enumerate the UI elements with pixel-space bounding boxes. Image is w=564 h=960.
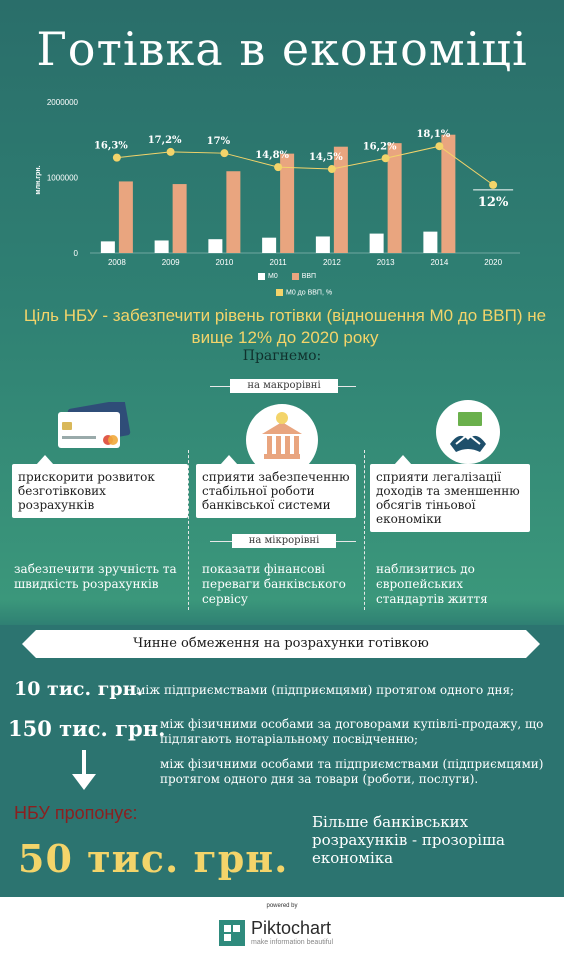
micro-item-standards: наблизитись до європейських стандартів життя [376, 562, 488, 606]
y-tick-label: 1000000 [46, 173, 78, 183]
bar-gdp [226, 171, 240, 253]
powered-by: powered by [266, 903, 298, 909]
x-tick-label: 2012 [322, 258, 341, 267]
legend-ratio: M0 до ВВП, % [276, 289, 332, 296]
ratio-point [489, 181, 497, 189]
ratio-point [167, 148, 175, 156]
piktochart-logo-icon [219, 920, 245, 946]
column-divider-left [188, 450, 189, 610]
chart-legend [258, 273, 316, 280]
x-tick-label: 2020 [484, 258, 503, 267]
ratio-label: 12% [477, 194, 509, 210]
column-divider-right [364, 450, 365, 610]
ratio-label: 16,3% [93, 140, 128, 152]
y-axis-label: млн.грн. [35, 165, 42, 195]
down-arrow-icon [72, 750, 96, 790]
limit-desc-150k-a: між фізичними особами за договорами купівлі-продажу, що підлягають нотаріальному посвідченню; [160, 717, 544, 746]
micro-label: на мікрорівні [232, 534, 336, 548]
bar-gdp [388, 143, 402, 253]
ratio-label: 14,5% [308, 152, 343, 164]
cash-chart [0, 90, 564, 300]
bar-m0 [370, 234, 384, 253]
macro-item-legalization: сприяти легалізації доходів та зменшенню обсягів тіньової економіки [370, 464, 530, 532]
macro-item-cashless: прискорити розвиток безготівкових розрахунків [12, 464, 188, 518]
limits-banner: Чинне обмеження на розрахунки готівкою [36, 630, 526, 658]
x-tick-label: 2011 [269, 258, 287, 267]
limit-desc-150k-b: між фізичними особами та підприємствами (підприємцями) протягом одного дня за товари (роботи, послуги). [160, 757, 544, 786]
bar-m0 [423, 232, 437, 253]
macro-label: на макрорівні [230, 379, 338, 393]
bar-gdp [119, 181, 133, 253]
x-tick-label: 2013 [376, 258, 395, 267]
limit-amount-150k: 150 тис. грн. [8, 716, 166, 741]
ratio-label: 17% [206, 136, 231, 148]
limit-amount-10k: 10 тис. грн. [14, 678, 144, 700]
x-tick-label: 2010 [215, 258, 234, 267]
y-tick-label: 0 [73, 249, 78, 258]
legend-m0: M0 [258, 273, 278, 280]
ratio-point [328, 165, 336, 173]
bar-m0 [155, 240, 169, 253]
ratio-point [382, 154, 390, 162]
bar-m0 [262, 238, 276, 253]
page-title: Готівка в економіці [36, 22, 528, 76]
micro-item-benefits: показати фінансові переваги банківського сервісу [202, 562, 346, 606]
x-tick-label: 2014 [430, 258, 449, 267]
strive-heading: Прагнемо: [242, 348, 322, 364]
bar-gdp [280, 154, 294, 253]
x-tick-label: 2008 [107, 258, 126, 267]
piktochart-tagline: make information beautiful [251, 939, 334, 946]
legend-gdp: ВВП [292, 273, 316, 280]
nbu-goal: Ціль НБУ - забезпечити рівень готівки (відношення М0 до ВВП) не вище 12% до 2020 року [23, 306, 547, 347]
bar-m0 [101, 241, 115, 253]
ratio-label: 17,2% [147, 134, 182, 146]
macro-item-banking: сприяти забезпеченню стабільної роботи банківської системи [196, 464, 356, 518]
ratio-label: 14,8% [255, 150, 290, 162]
y-tick-label: 2000000 [46, 98, 78, 107]
bar-m0 [316, 236, 330, 253]
ratio-point [274, 163, 282, 171]
ratio-point [435, 142, 443, 150]
bank-cards-icon [54, 402, 140, 450]
ratio-label: 18,1% [416, 129, 451, 141]
ratio-point [220, 149, 228, 157]
bar-gdp [173, 184, 187, 253]
micro-item-convenience: забезпечити зручність та швидкість розрахунків [14, 562, 177, 591]
piktochart-brand[interactable]: Piktochart [251, 918, 332, 938]
limit-desc-10k: між підприємствами (підприємцями) протягом одного дня; [136, 683, 515, 697]
x-tick-label: 2009 [161, 258, 180, 267]
ratio-point [113, 154, 121, 162]
more-banking-slogan: Більше банківських розрахунків - прозоріша економіка [312, 813, 505, 867]
nbu-proposes: НБУ пропонує: [14, 803, 138, 823]
money-hands-icon [436, 400, 500, 464]
bar-m0 [208, 239, 222, 253]
ratio-label: 16,2% [362, 141, 397, 153]
proposed-amount: 50 тис. грн. [18, 836, 289, 881]
